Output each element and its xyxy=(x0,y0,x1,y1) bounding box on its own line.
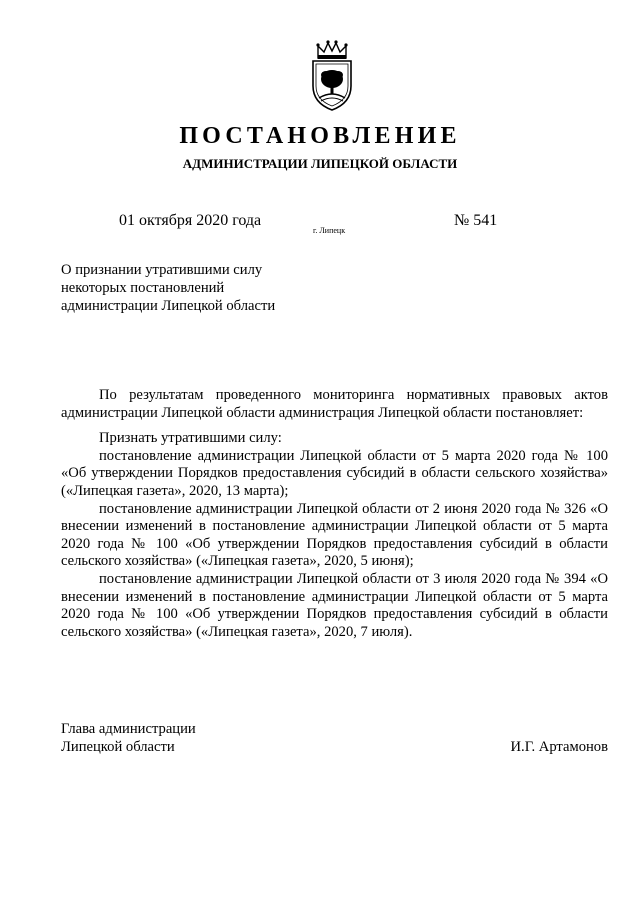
document-subtitle: АДМИНИСТРАЦИИ ЛИПЕЦКОЙ ОБЛАСТИ xyxy=(182,156,458,171)
subject-line: некоторых постановлений xyxy=(61,280,225,296)
document-subject xyxy=(61,261,321,315)
document-city: г. Липецк xyxy=(313,226,346,235)
subject-line: администрации Липецкой области xyxy=(61,298,276,314)
preamble-paragraph: По результатам проведенного мониторинга нормативных правовых актов администрации Липецкой области администрация Липецкой области постановляет: xyxy=(61,387,608,421)
document-body xyxy=(61,387,608,641)
document-title: ПОСТАНОВЛЕНИЕ xyxy=(179,123,461,149)
signatory-name: И.Г. Артамонов xyxy=(510,739,608,755)
coat-of-arms-icon xyxy=(308,40,356,112)
repealed-item: постановление администрации Липецкой области от 5 марта 2020 года № 100 «Об утверждении Порядков предоставления субсидий в области сельского хозяйства» («Липецкая газета», 2020, 13 марта); xyxy=(61,447,608,499)
document-number: № 541 xyxy=(454,212,498,229)
repealed-item: постановление администрации Липецкой области от 2 июня 2020 года № 326 «О внесении изменений в постановление администрации Липецкой области от 5 марта 2020 года № 100 «Об утверждении Порядков предоставления субсидий в области сельского хозяйства» («Липецкая газета», 2020, 5 июня); xyxy=(61,500,608,570)
decision-paragraph: Признать утратившими силу: xyxy=(99,430,282,447)
signatory-position-line: Липецкой области xyxy=(61,739,175,755)
subject-line: О признании утратившими силу xyxy=(61,262,263,278)
signatory-position xyxy=(61,720,196,756)
repealed-item: постановление администрации Липецкой области от 3 июля 2020 года № 394 «О внесении изменений в постановление администрации Липецкой области от 5 марта 2020 года № 100 «Об утверждении Порядков предоставления субсидий в области сельского хозяйства» («Липецкая газета», 2020, 7 июля). xyxy=(61,570,608,640)
document-date: 01 октября 2020 года xyxy=(119,212,262,229)
signatory-position-line: Глава администрации xyxy=(61,721,196,737)
